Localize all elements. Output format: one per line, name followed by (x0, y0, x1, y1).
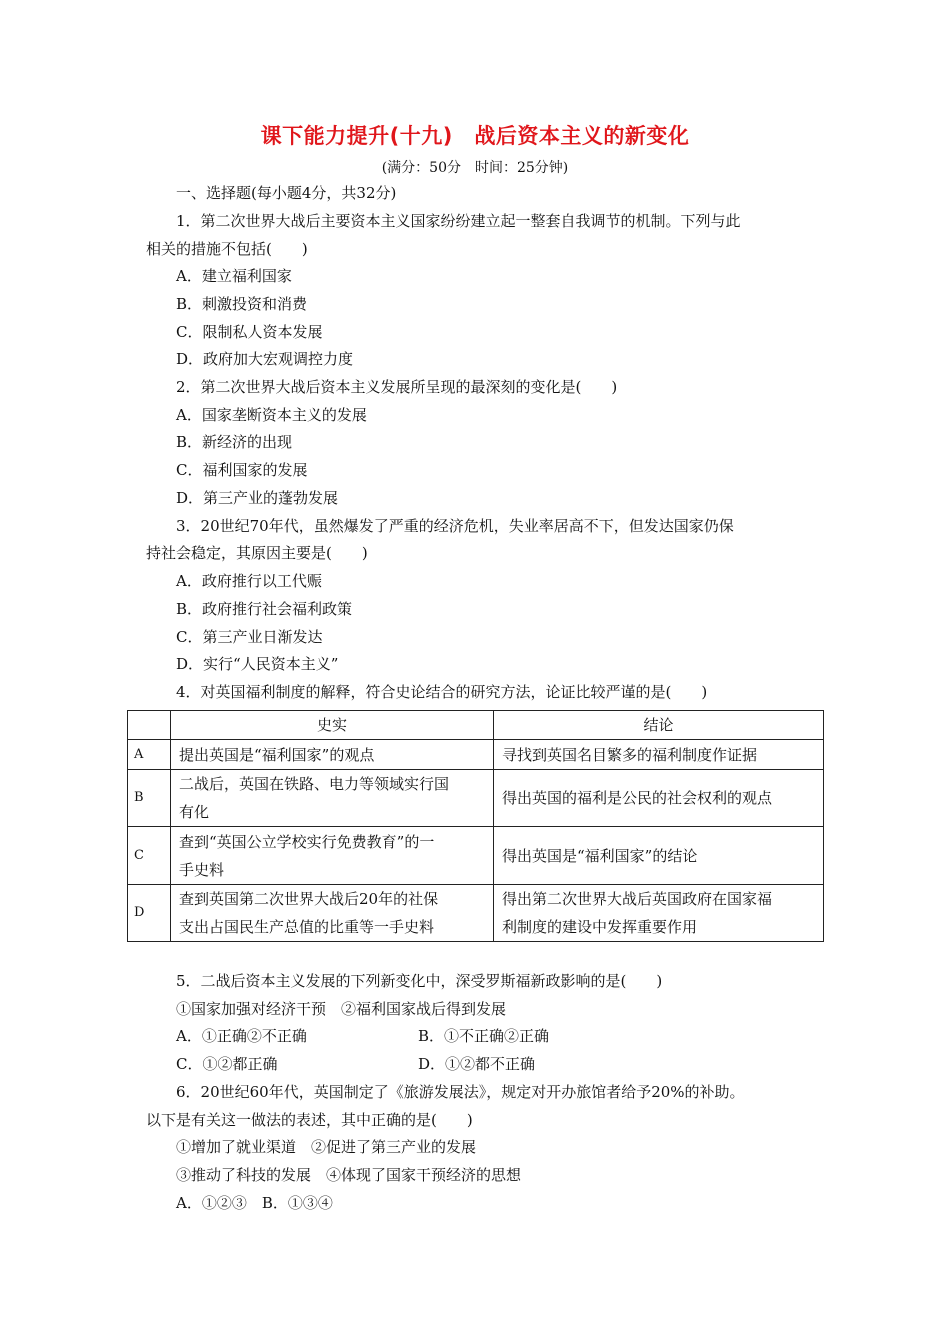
row-fact (171, 740, 494, 770)
q1-stem-line1: 1．第二次世界大战后主要资本主义国家纷纷建立起一整套自我调节的机制。下列与此 (176, 212, 741, 230)
q1-option-c: C．限制私人资本发展 (176, 323, 323, 341)
q2-option-c: C．福利国家的发展 (176, 461, 308, 479)
q4-table (127, 710, 824, 942)
q5-stem: 5．二战后资本主义发展的下列新变化中，深受罗斯福新政影响的是( ) (176, 972, 663, 990)
q2-option-d: D．第三产业的蓬勃发展 (176, 489, 339, 507)
row-conclusion (494, 770, 824, 827)
q6-options-ab: A．①②③ B．①③④ (176, 1194, 333, 1212)
row-fact (171, 827, 494, 885)
row-conclusion-line2: 利制度的建设中发挥重要作用 (502, 918, 698, 936)
table-header-fact: 史实 (171, 711, 494, 740)
table-header-row (128, 711, 824, 740)
q3-option-b: B．政府推行社会福利政策 (176, 600, 353, 618)
q6-items-line1: ①增加了就业渠道 ②促进了第三产业的发展 (176, 1138, 477, 1156)
score-time-note: (满分：50分 时间：25分钟) (381, 160, 569, 176)
table-header-conclusion: 结论 (494, 711, 824, 740)
q6-stem-line2: 以下是有关这一做法的表述，其中正确的是( ) (146, 1111, 473, 1129)
q1-option-d: D．政府加大宏观调控力度 (176, 350, 354, 368)
row-label: B (128, 770, 171, 827)
row-conclusion-line1: 得出英国的福利是公民的社会权利的观点 (502, 789, 773, 807)
section-heading: 一、选择题(每小题4分，共32分) (176, 184, 397, 202)
table-row (128, 827, 824, 885)
q5-option-d: D．①②都不正确 (418, 1055, 536, 1073)
table-header-blank (128, 711, 171, 740)
q2-option-a: A．国家垄断资本主义的发展 (176, 406, 367, 424)
row-conclusion (494, 885, 824, 942)
row-fact-line2: 支出占国民生产总值的比重等一手史料 (179, 918, 435, 936)
row-conclusion-line1: 得出第二次世界大战后英国政府在国家福 (502, 890, 773, 908)
q6-items-line2: ③推动了科技的发展 ④体现了国家干预经济的思想 (176, 1166, 522, 1184)
table-row (128, 740, 824, 770)
q3-stem-line2: 持社会稳定，其原因主要是( ) (146, 544, 368, 562)
q4-stem: 4．对英国福利制度的解释，符合史论结合的研究方法，论证比较严谨的是( ) (176, 683, 708, 701)
q3-stem-line1: 3．20世纪70年代，虽然爆发了严重的经济危机，失业率居高不下，但发达国家仍保 (176, 517, 734, 535)
q1-option-a: A．建立福利国家 (176, 267, 292, 285)
table-row (128, 770, 824, 827)
row-conclusion-line1: 得出英国是“福利国家”的结论 (502, 846, 698, 865)
row-fact-line1: 查到英国第二次世界大战后20年的社保 (179, 890, 439, 908)
q2-option-b: B．新经济的出现 (176, 433, 293, 451)
q3-option-c: C．第三产业日渐发达 (176, 628, 323, 646)
row-fact-line1: 提出英国是“福利国家”的观点 (179, 745, 375, 764)
q1-stem-line2: 相关的措施不包括( ) (146, 240, 308, 258)
q5-option-a: A．①正确②不正确 (176, 1027, 307, 1045)
row-fact-line1: 二战后，英国在铁路、电力等领域实行国 (179, 775, 450, 793)
row-label: C (128, 827, 171, 885)
q5-items: ①国家加强对经济干预 ②福利国家战后得到发展 (176, 1000, 507, 1018)
q5-option-b: B．①不正确②正确 (418, 1027, 550, 1045)
row-fact-line2: 手史料 (179, 860, 225, 879)
q3-option-a: A．政府推行以工代赈 (176, 572, 322, 590)
row-fact-line2: 有化 (179, 803, 210, 821)
row-fact (171, 885, 494, 942)
row-fact (171, 770, 494, 827)
q3-option-d: D．实行“人民资本主义” (176, 655, 339, 673)
q6-stem-line1: 6．20世纪60年代，英国制定了《旅游发展法》，规定对开办旅馆者给予20%的补助。 (176, 1083, 745, 1101)
table-row (128, 885, 824, 942)
q1-option-b: B．刺激投资和消费 (176, 295, 308, 313)
row-fact-line1: 查到“英国公立学校实行免费教育”的一 (179, 832, 435, 851)
row-label: A (128, 740, 171, 770)
row-conclusion (494, 740, 824, 770)
row-label: D (128, 885, 171, 942)
row-conclusion (494, 827, 824, 885)
q5-option-c: C．①②都正确 (176, 1055, 278, 1073)
page-title: 课下能力提升(十九) 战后资本主义的新变化 (260, 124, 690, 148)
q2-stem: 2．第二次世界大战后资本主义发展所呈现的最深刻的变化是( ) (176, 378, 618, 396)
row-conclusion-line1: 寻找到英国名目繁多的福利制度作证据 (502, 745, 758, 764)
